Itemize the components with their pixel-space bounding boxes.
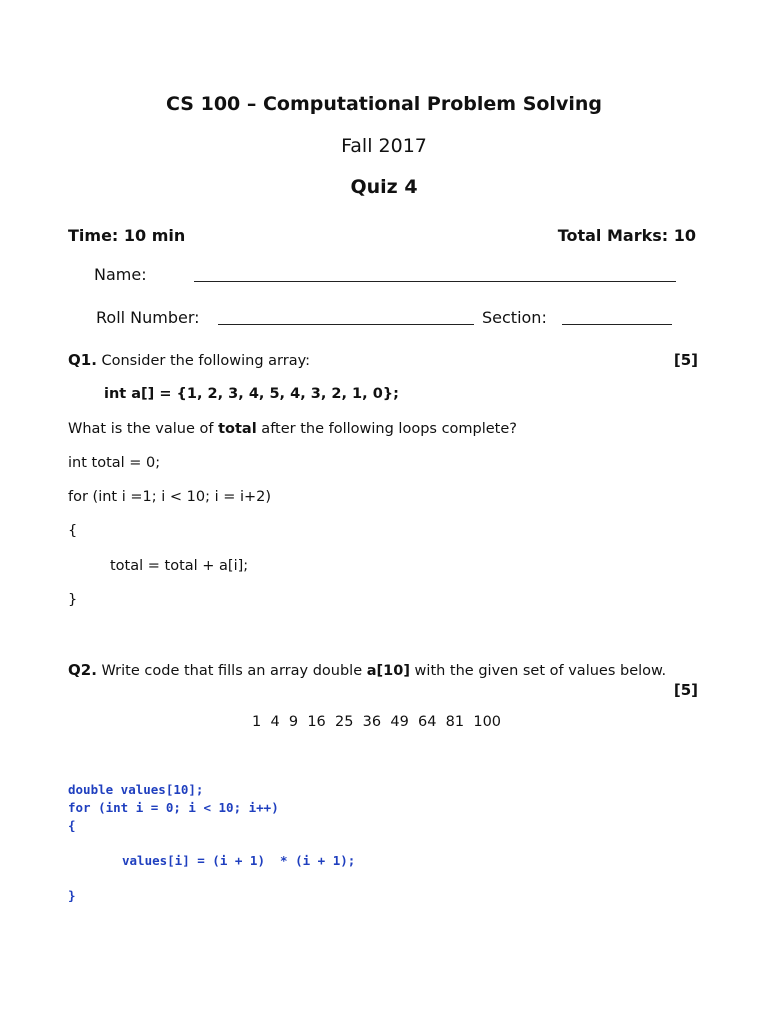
q1-code-line: } bbox=[68, 592, 78, 608]
total-marks: Total Marks: 10 bbox=[557, 226, 696, 245]
q1-number: Q1. bbox=[68, 351, 97, 369]
q1-question-pre: What is the value of bbox=[68, 421, 219, 437]
name-label: Name: bbox=[94, 265, 147, 284]
q1-marks: [5] bbox=[673, 351, 698, 369]
q2-answer-line: values[i] = (i + 1) * (i + 1); bbox=[122, 853, 356, 868]
q1-array-declaration: int a[] = {1, 2, 3, 4, 5, 4, 3, 2, 1, 0}; bbox=[104, 386, 399, 402]
section-label: Section: bbox=[482, 308, 547, 327]
q1-question bbox=[68, 421, 517, 437]
q1-prompt bbox=[68, 351, 310, 369]
q2-prompt bbox=[68, 661, 666, 679]
roll-number-label: Roll Number: bbox=[96, 308, 200, 327]
q2-prompt-pre: Write code that fills an array double bbox=[96, 663, 367, 679]
q1-code-line: for (int i =1; i < 10; i = i+2) bbox=[68, 489, 272, 505]
course-title: CS 100 – Computational Problem Solving bbox=[166, 93, 602, 115]
q2-marks: [5] bbox=[673, 681, 698, 699]
q2-prompt-post: with the given set of values below. bbox=[409, 663, 667, 679]
q2-values: 1 4 9 16 25 36 49 64 81 100 bbox=[252, 714, 502, 730]
q1-question-post: after the following loops complete? bbox=[256, 421, 517, 437]
q1-question-var: total bbox=[218, 421, 257, 437]
q1-prompt-text: Consider the following array: bbox=[96, 353, 311, 369]
q2-answer-line: { bbox=[68, 818, 76, 833]
q1-code-line: { bbox=[68, 523, 78, 539]
q2-answer-line: } bbox=[68, 888, 76, 903]
section-blank-line bbox=[562, 324, 672, 325]
time-limit: Time: 10 min bbox=[68, 226, 186, 245]
q2-answer-line: double values[10]; bbox=[68, 782, 204, 797]
quiz-title: Quiz 4 bbox=[350, 176, 418, 198]
q2-answer-line: for (int i = 0; i < 10; i++) bbox=[68, 800, 279, 815]
term: Fall 2017 bbox=[341, 135, 427, 157]
q2-number: Q2. bbox=[68, 661, 97, 679]
q1-code-line: int total = 0; bbox=[68, 455, 161, 471]
roll-number-blank-line bbox=[218, 324, 474, 325]
name-blank-line bbox=[194, 281, 676, 282]
q2-prompt-var: a[10] bbox=[366, 663, 410, 679]
q1-code-line: total = total + a[i]; bbox=[110, 558, 249, 574]
